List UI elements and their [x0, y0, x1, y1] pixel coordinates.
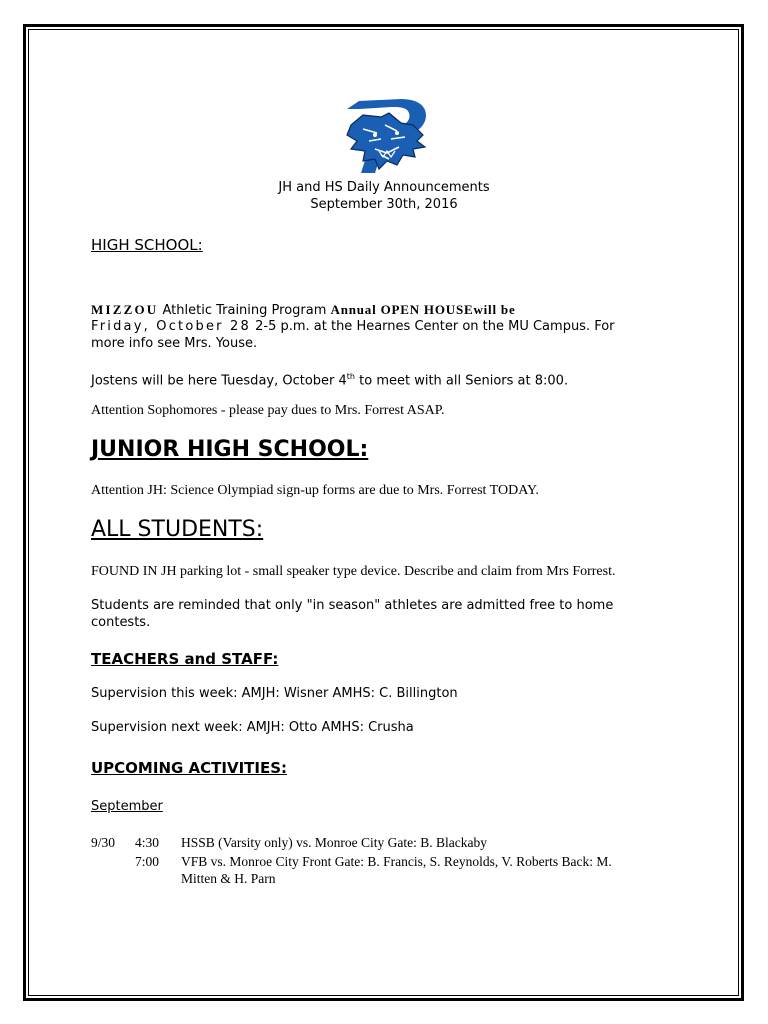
jostens-line: [91, 368, 568, 389]
mizzou-bold: Annual OPEN HOUSEwill be: [330, 302, 516, 317]
mizzou-line-2: [91, 318, 615, 335]
jostens-b: to meet with all Seniors at 8:00.: [355, 373, 569, 389]
activity-date: 9/30: [91, 835, 116, 850]
junior-high-item: Attention JH: Science Olympiad sign-up forms are due to Mrs. Forrest TODAY.: [91, 483, 539, 498]
activity-time: 4:30: [135, 835, 160, 850]
high-school-heading: HIGH SCHOOL:: [91, 236, 203, 254]
wolf-p-logo: [341, 95, 431, 177]
all-students-item-1: FOUND IN JH parking lot - small speaker type device. Describe and claim from Mrs Forrest.: [91, 564, 616, 579]
activities-month: September: [91, 799, 163, 814]
all-students-item-2-line-1: Students are reminded that only "in season" athletes are admitted free to home: [91, 598, 614, 613]
mizzou-line-1: [91, 301, 516, 319]
mizzou-date: Friday, October 28: [91, 319, 251, 334]
activity-description: VFB vs. Monroe City Front Gate: B. Francis, S. Reynolds, V. Roberts Back: M.: [181, 854, 612, 869]
jostens-a: Jostens will be here Tuesday, October 4: [91, 373, 347, 389]
supervision-next-week: Supervision next week: AMJH: Otto AMHS: Crusha: [91, 720, 414, 735]
page-title: JH and HS Daily Announcements: [278, 180, 490, 195]
sophomores-line: Attention Sophomores - please pay dues to Mrs. Forrest ASAP.: [91, 403, 445, 418]
jostens-sup: th: [346, 372, 356, 381]
page-date: September 30th, 2016: [310, 197, 458, 212]
mizzou-text-2: 2-5 p.m. at the Hearnes Center on the MU Campus. For: [250, 319, 615, 334]
activity-description: HSSB (Varsity only) vs. Monroe City Gate: B. Blackaby: [181, 835, 487, 850]
teachers-heading: TEACHERS and STAFF:: [91, 650, 279, 668]
supervision-this-week: Supervision this week: AMJH: Wisner AMHS: C. Billington: [91, 686, 458, 701]
mizzou-line-3: more info see Mrs. Youse.: [91, 336, 258, 351]
mizzou-text-1: Athletic Training Program: [158, 303, 331, 318]
activity-description-continued: Mitten & H. Parn: [181, 871, 276, 886]
mizzou-word: MIZZOU: [91, 302, 159, 317]
all-students-heading: ALL STUDENTS:: [91, 517, 264, 542]
activity-time: 7:00: [135, 854, 160, 869]
activities-heading: UPCOMING ACTIVITIES:: [91, 759, 288, 777]
all-students-item-2-line-2: contests.: [91, 615, 151, 630]
junior-high-heading: JUNIOR HIGH SCHOOL:: [91, 437, 369, 462]
